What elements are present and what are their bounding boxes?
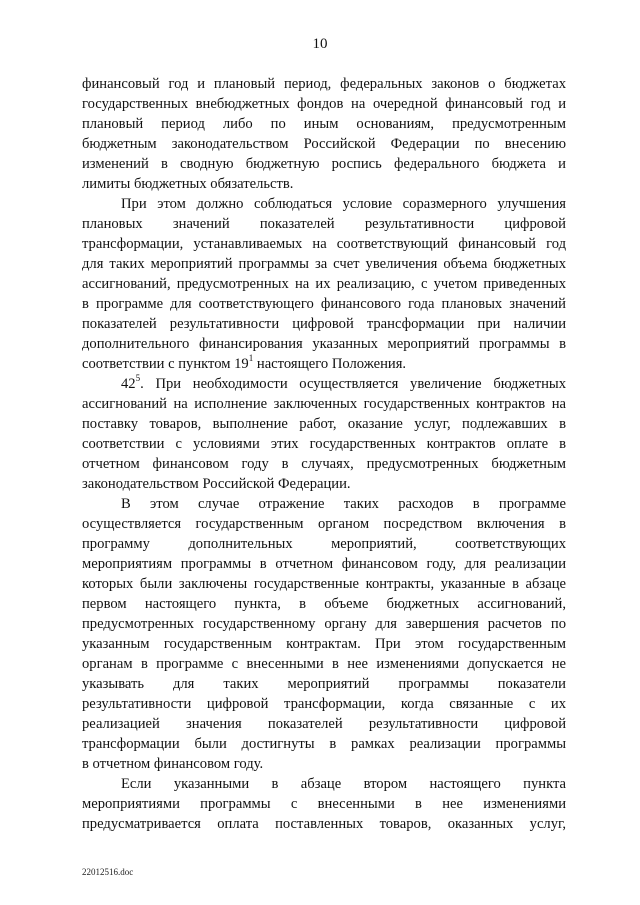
text-line: соответствии с условиями этих государственных контрактов оплате в [82, 436, 566, 452]
text-line: программу дополнительных мероприятий, соответствующих [82, 536, 566, 552]
text-line [82, 374, 566, 394]
text-line: показателей результативности цифровой трансформации при наличии [82, 316, 566, 332]
text-line: изменений в сводную бюджетную роспись федерального бюджета и [82, 156, 566, 172]
text-line: для таких мероприятий программы за счет увеличения объема бюджетных [82, 256, 566, 272]
text-line: в программе для соответствующего финансового года плановых значений [82, 296, 566, 312]
text-line: В этом случае отражение таких расходов в программе [121, 496, 566, 512]
text-line: лимиты бюджетных обязательств. [82, 176, 294, 192]
text-line: в отчетном финансовом году. [82, 756, 264, 772]
superscript: 1 [248, 353, 254, 364]
text-line: ассигнований на исполнение заключенных государственных контрактов на [82, 396, 566, 412]
text-line: дополнительного финансирования указанных мероприятий программы в [82, 336, 566, 352]
text-line: реализацией значения показателей результативности цифровой [82, 716, 566, 732]
text-line: предусмотренных государственному органу для завершения расчетов по [82, 616, 566, 632]
text-line: поставку товаров, выполнение работ, оказание услуг, подлежавших в [82, 416, 566, 432]
text-line: органам в программе с внесенными в нее изменениями допускается не [82, 656, 566, 672]
text-line [82, 354, 566, 374]
clause-number: 42 [121, 376, 136, 392]
text-line: первом настоящего пункта, в объеме бюджетных ассигнований, [82, 596, 566, 612]
text-line: трансформации, устанавливаемых на соответствующий финансовый год [82, 236, 566, 252]
text-line: указанным государственным контрактам. При этом государственным [82, 636, 566, 652]
text-line: плановых значений показателей результативности цифровой [82, 216, 566, 232]
text-line: мероприятиям программы в отчетном финансовом году, для реализации [82, 556, 566, 572]
text-fragment: соответствии с пунктом 19 [82, 356, 249, 372]
text-line: Если указанными в абзаце втором настоящего пункта [121, 776, 566, 792]
text-line: предусматривается оплата поставленных товаров, оказанных услуг, [82, 816, 566, 832]
text-line: которых были заключены государственные контракты, указанные в абзаце [82, 576, 566, 592]
text-line: осуществляется государственным органом посредством включения в [82, 516, 566, 532]
text-line: При этом должно соблюдаться условие соразмерного улучшения [121, 196, 566, 212]
text-line: ассигнований, предусмотренных на их реализацию, с учетом приведенных [82, 276, 566, 292]
text-line: трансформации были достигнуты в рамках реализации программы [82, 736, 566, 752]
text-line: финансовый год и плановый период, федеральных законов о бюджетах [82, 76, 566, 92]
superscript: 5 [135, 373, 141, 384]
text-fragment: настоящего Положения. [253, 356, 407, 372]
text-line: указывать для таких мероприятий программы показатели [82, 676, 566, 692]
text-line: бюджетным законодательством Российской Федерации по внесению [82, 136, 566, 152]
page-number: 10 [312, 36, 328, 52]
text-fragment: . [140, 376, 144, 392]
text-line: результативности цифровой трансформации, когда связанные с их [82, 696, 566, 712]
text-line: мероприятиями программы с внесенными в нее изменениями [82, 796, 566, 812]
text-line: государственных внебюджетных фондов на очередной финансовый год и [82, 96, 566, 112]
file-name-footer: 22012516.doc [82, 867, 134, 877]
text-fragment: При необходимости осуществляется увеличение бюджетных [155, 376, 566, 392]
text-line: законодательством Российской Федерации. [82, 476, 351, 492]
text-line: плановый период либо по иным основаниям, предусмотренным [82, 116, 566, 132]
text-line: отчетном финансовом году в случаях, предусмотренных бюджетным [82, 456, 566, 472]
document-body [82, 74, 566, 834]
